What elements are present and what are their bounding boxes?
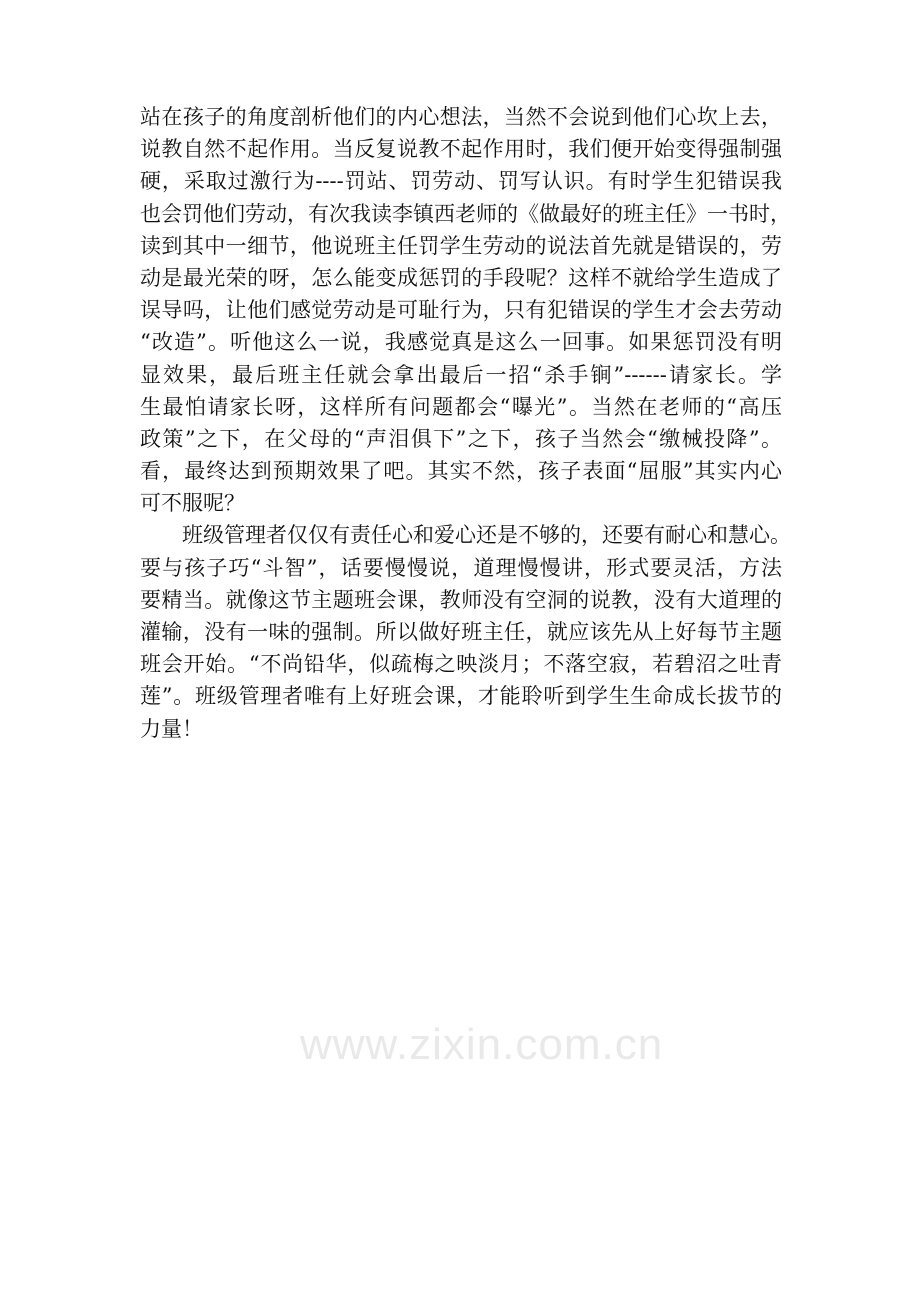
text-line: 力量！ bbox=[140, 716, 203, 741]
text-line: 莲”。班级管理者唯有上好班会课，才能聆听到学生生命成长拔节的 bbox=[140, 684, 782, 709]
text-line: 政策”之下，在父母的“声泪俱下”之下，孩子当然会“缴械投降”。 bbox=[140, 426, 782, 451]
text-line: 动是最光荣的呀，怎么能变成惩罚的手段呢？这样不就给学生造成了 bbox=[140, 265, 782, 290]
text-line: 班会开始。“不尚铅华，似疏梅之映淡月；不落空寂，若碧沼之吐青 bbox=[140, 652, 782, 677]
text-line: 要与孩子巧“斗智”，话要慢慢说，道理慢慢讲，形式要灵活，方法 bbox=[140, 555, 782, 580]
paragraph-2 bbox=[140, 519, 791, 744]
text-line: 读到其中一细节，他说班主任罚学生劳动的说法首先就是错误的，劳 bbox=[140, 233, 782, 258]
text-line: 要精当。就像这节主题班会课，教师没有空洞的说教，没有大道理的 bbox=[140, 587, 782, 612]
text-line: 看，最终达到预期效果了吧。其实不然，孩子表面“屈服”其实内心 bbox=[140, 459, 782, 484]
text-line: 灌输，没有一味的强制。所以做好班主任，就应该先从上好每节主题 bbox=[140, 620, 782, 644]
document-body bbox=[140, 101, 791, 745]
paragraph-1 bbox=[140, 101, 791, 519]
text-line: 误导吗，让他们感觉劳动是可耻行为，只有犯错误的学生才会去劳动 bbox=[140, 298, 782, 323]
text-line: 生最怕请家长呀，这样所有问题都会“曝光”。当然在老师的“高压 bbox=[140, 394, 782, 419]
text-line: 说教自然不起作用。当反复说教不起作用时，我们便开始变得强制强 bbox=[140, 137, 782, 162]
text-line: 硬，采取过激行为----罚站、罚劳动、罚写认识。有时学生犯错误我 bbox=[140, 169, 782, 194]
watermark: www.zixin.com.cn bbox=[300, 1020, 664, 1069]
text-line: 显效果，最后班主任就会拿出最后一招“杀手锏”------请家长。学 bbox=[140, 362, 782, 387]
text-line: 站在孩子的角度剖析他们的内心想法，当然不会说到他们心坎上去， bbox=[140, 105, 782, 129]
text-line: “改造”。听他这么一说，我感觉真是这么一回事。如果惩罚没有明 bbox=[140, 330, 782, 355]
text-line: 班级管理者仅仅有责任心和爱心还是不够的，还要有耐心和慧心。 bbox=[182, 523, 791, 548]
text-line: 可不服呢？ bbox=[140, 491, 245, 516]
text-line: 也会罚他们劳动，有次我读李镇西老师的《做最好的班主任》一书时， bbox=[140, 201, 791, 226]
